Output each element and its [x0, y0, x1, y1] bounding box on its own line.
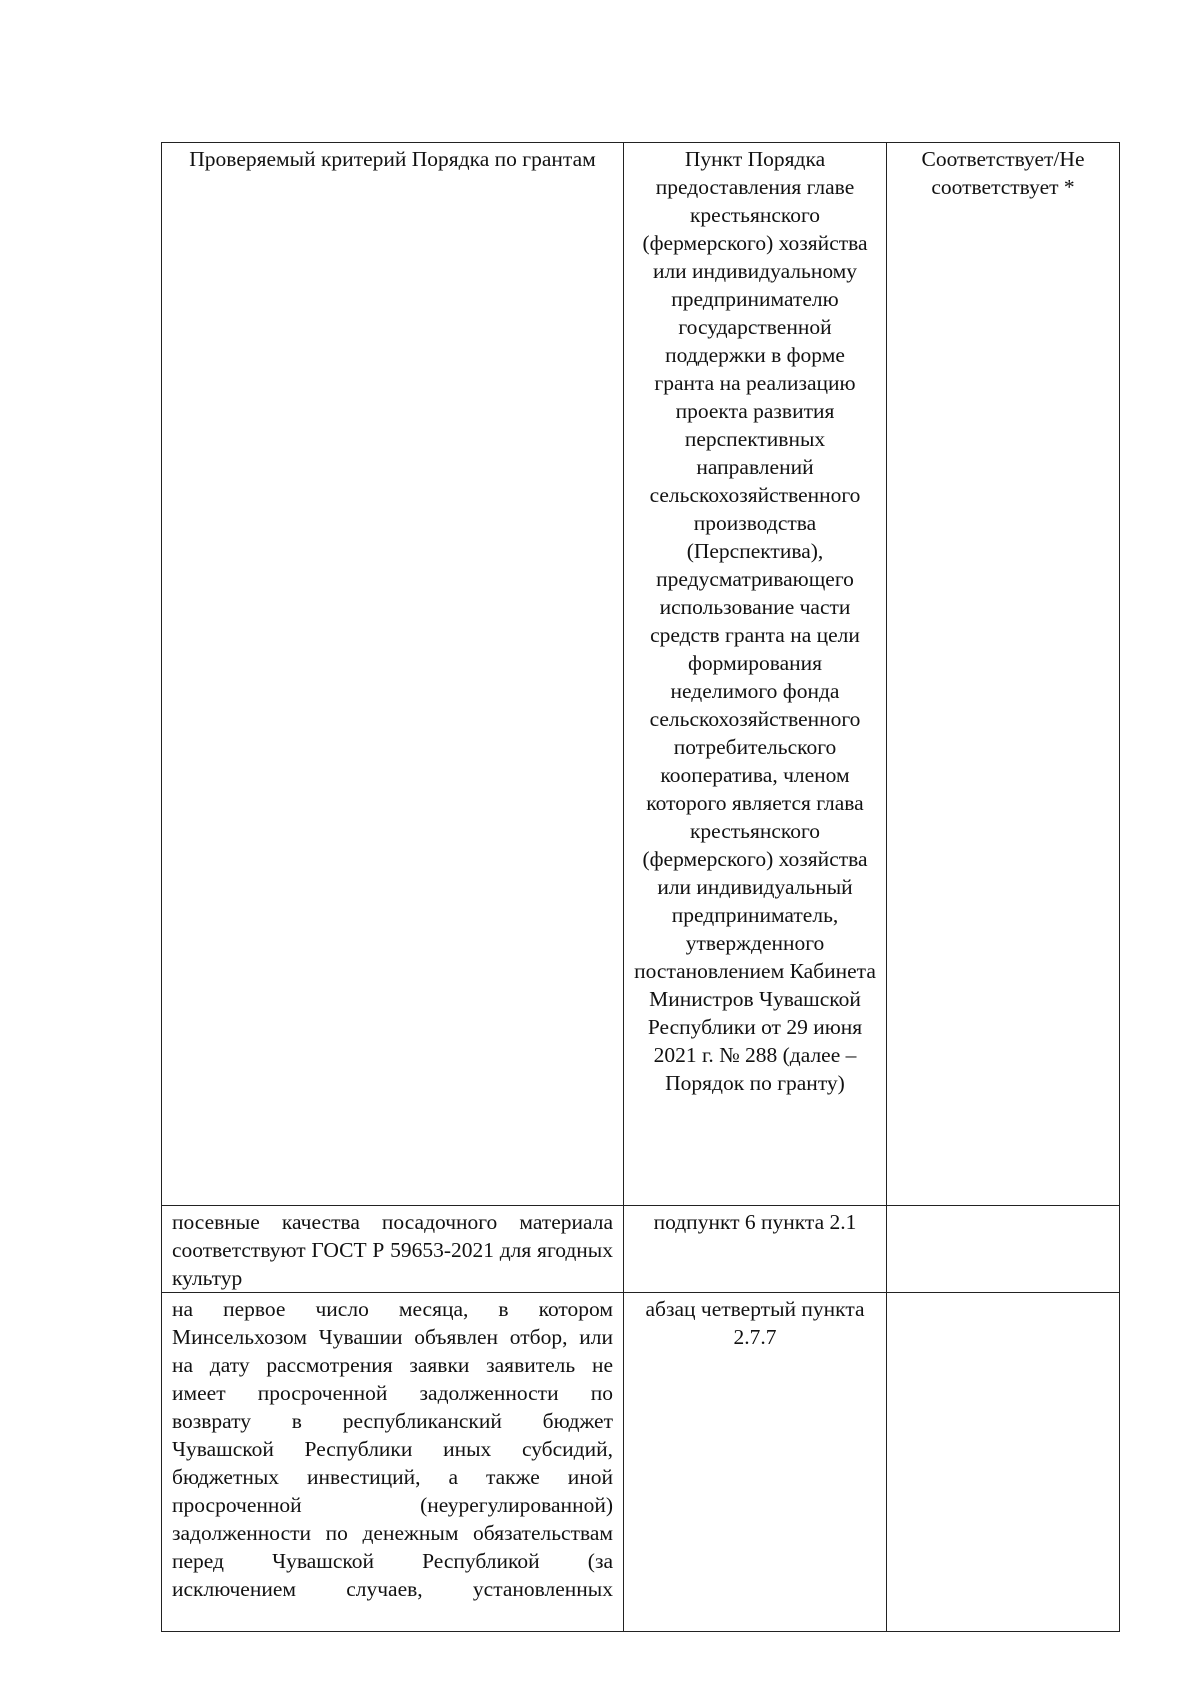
header-clause-text: Пункт Порядка предоставления главе крестьянского (фермерского) хозяйства или индивидуальному предпринимателю государственной поддержки в форме гранта на реализацию проекта развития перспективных направлений сельскохозяйственного производства (Перспектива), предусматривающего использование части средств гранта на цели формирования неделимого фонда сельскохозяйственного потребительского кооператива, членом которого является глава крестьянского (фермерского) хозяйства или индивидуальный предприниматель, утвержденного постановлением Кабинета Министров Чувашской Республики от 29 июня 2021 г. № 288 (далее – Порядок по гранту) [634, 147, 876, 1095]
header-compliance-text: Соответствует/Не соответствует * [921, 147, 1085, 199]
row-clause-text: абзац четвертый пункта 2.7.7 [645, 1297, 865, 1349]
row-criterion-cell [162, 1206, 624, 1293]
table-row [162, 1206, 1120, 1293]
row-clause-cell [624, 1206, 887, 1293]
header-criterion-text: Проверяемый критерий Порядка по грантам [189, 147, 596, 171]
header-compliance-cell [887, 143, 1120, 1206]
row-compliance-cell [887, 1293, 1120, 1632]
row-clause-cell [624, 1293, 887, 1632]
criteria-table [161, 142, 1120, 1632]
row-criterion-text: посевные качества посадочного материала соответствуют ГОСТ Р 59653-2021 для ягодных культур [172, 1210, 613, 1290]
header-criterion-cell [162, 143, 624, 1206]
header-clause-cell [624, 143, 887, 1206]
row-clause-text: подпункт 6 пункта 2.1 [653, 1210, 857, 1234]
row-criterion-text: на первое число месяца, в котором Минсельхозом Чувашии объявлен отбор, или на дату рассмотрения заявки заявитель не имеет просроченной задолженности по возврату в республиканский бюджет Чувашской Республики иных субсидий, бюджетных инвестиций, а также иной просроченной (неурегулированной) задолженности по денежным обязательствам перед Чувашской Республикой (за исключением случаев, установленных [172, 1297, 613, 1601]
table-row [162, 1293, 1120, 1632]
table-header-row [162, 143, 1120, 1206]
row-compliance-cell [887, 1206, 1120, 1293]
row-criterion-cell [162, 1293, 624, 1632]
